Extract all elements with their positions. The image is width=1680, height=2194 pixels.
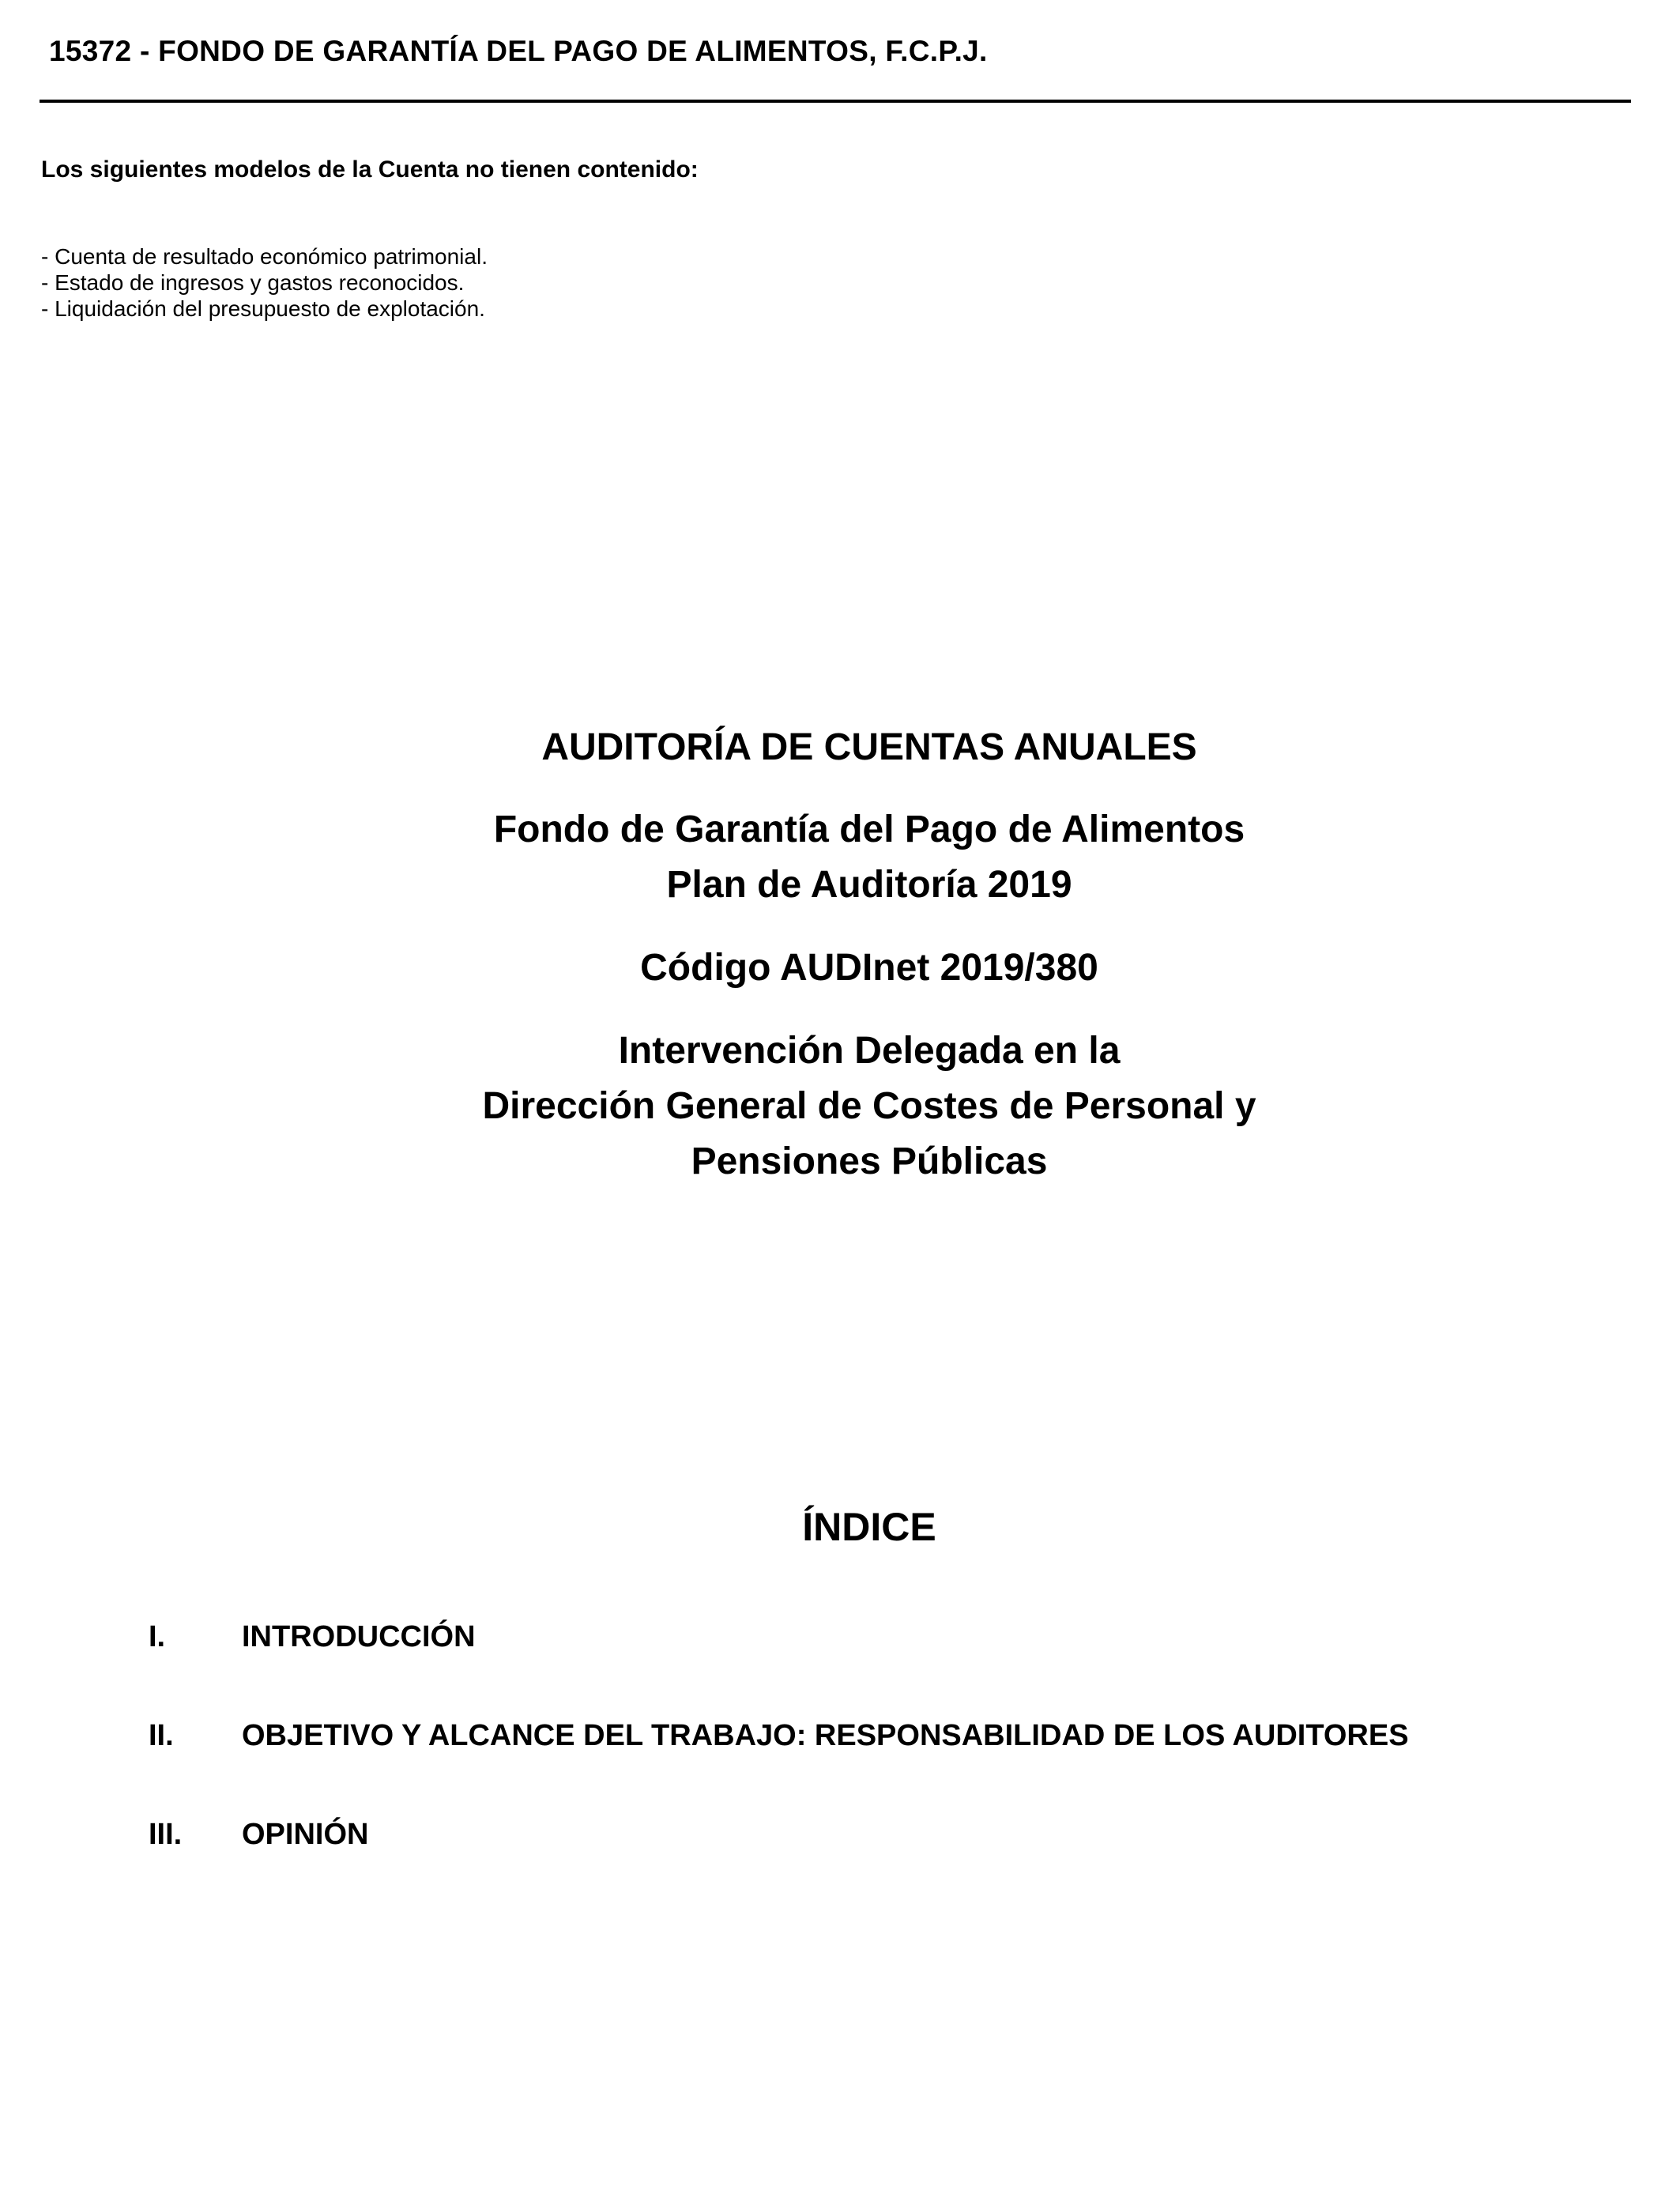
toc-item-label: OPINIÓN bbox=[242, 1818, 369, 1851]
cover-audit-plan: Plan de Auditoría 2019 bbox=[666, 864, 1072, 906]
cover-main-title: AUDITORÍA DE CUENTAS ANUALES bbox=[541, 726, 1197, 768]
notice-item: - Cuenta de resultado económico patrimonial. bbox=[41, 244, 488, 269]
header-divider bbox=[40, 100, 1631, 103]
toc-item-number: I. bbox=[149, 1620, 166, 1653]
cover-code-block bbox=[237, 941, 1501, 996]
cover-entity-name: Fondo de Garantía del Pago de Alimentos bbox=[493, 809, 1245, 850]
notice-item: - Estado de ingresos y gastos reconocidos. bbox=[41, 270, 465, 295]
notice-item: - Liquidación del presupuesto de explotación. bbox=[41, 296, 485, 321]
cover-intervention-line: Pensiones Públicas bbox=[691, 1140, 1048, 1182]
notice-heading: Los siguientes modelos de la Cuenta no tienen contenido: bbox=[41, 156, 699, 183]
notice-list bbox=[41, 243, 488, 322]
index-title: ÍNDICE bbox=[802, 1505, 936, 1549]
toc-item-number: II. bbox=[149, 1719, 174, 1752]
cover-audinet-code: Código AUDInet 2019/380 bbox=[640, 947, 1098, 989]
toc-item-label: OBJETIVO Y ALCANCE DEL TRABAJO: RESPONSABILIDAD DE LOS AUDITORES bbox=[242, 1719, 1409, 1752]
page-header-title: 15372 - FONDO DE GARANTÍA DEL PAGO DE ALIMENTOS, F.C.P.J. bbox=[49, 35, 988, 67]
toc-item-number: III. bbox=[149, 1818, 183, 1851]
cover-intervention-line: Intervención Delegada en la bbox=[618, 1030, 1121, 1072]
cover-intervention-line: Dirección General de Costes de Personal y bbox=[482, 1085, 1256, 1127]
cover-entity-block bbox=[237, 802, 1501, 913]
toc-item-label: INTRODUCCIÓN bbox=[242, 1620, 476, 1653]
cover-intervention-block bbox=[237, 1023, 1501, 1189]
